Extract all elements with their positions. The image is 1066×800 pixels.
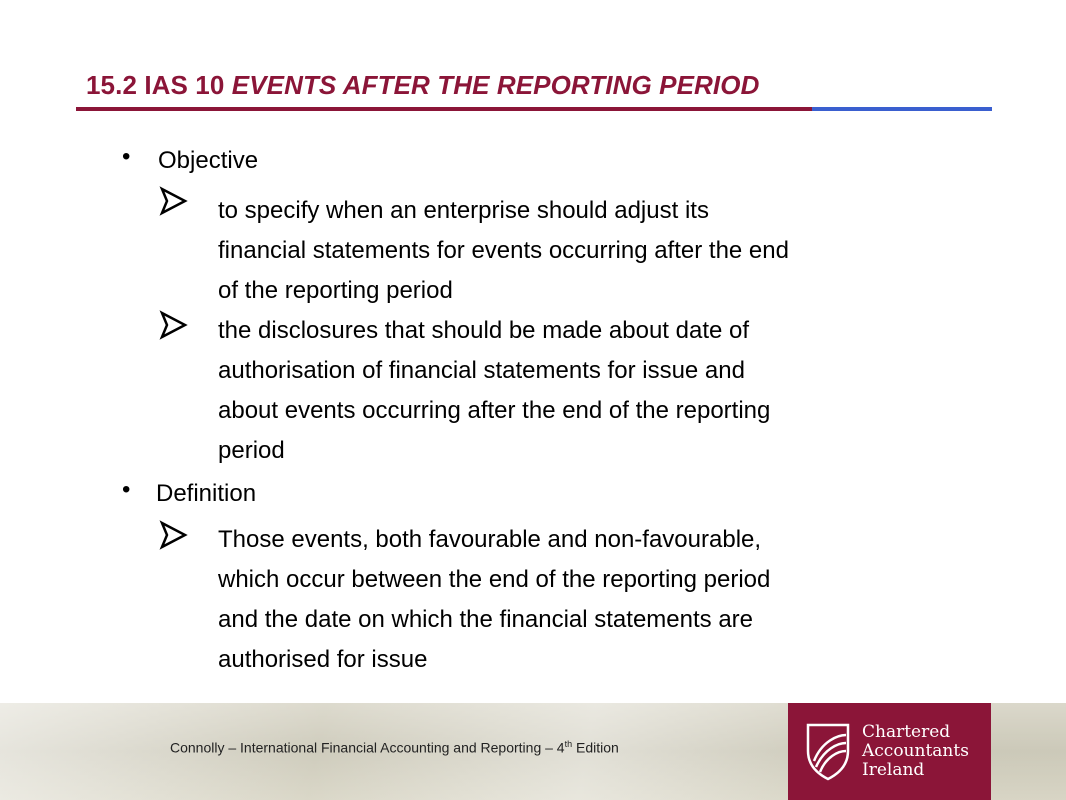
text-line: financial statements for events occurring after the end: [218, 237, 789, 264]
text-line: which occur between the end of the reporting period: [218, 566, 771, 593]
definition-point-1: [218, 520, 998, 680]
text-line: about events occurring after the end of the reporting: [218, 397, 771, 424]
logo-line: Ireland: [862, 760, 925, 780]
chartered-accountants-crest-icon: [804, 721, 852, 781]
text-line: Those events, both favourable and non-favourable,: [218, 526, 762, 553]
section-label-objective: Objective: [158, 147, 259, 174]
citation-edition: Edition: [572, 739, 619, 756]
chartered-accountants-logo: [788, 703, 991, 800]
citation-superscript: th: [564, 739, 573, 749]
logo-wordmark: [862, 723, 969, 780]
bullet-dot-icon: •: [122, 143, 131, 170]
title-emphasis: EVENTS AFTER THE REPORTING PERIOD: [231, 70, 760, 100]
slide-footer: [0, 703, 1066, 800]
arrow-bullet-icon: [158, 310, 188, 340]
text-line: period: [218, 437, 285, 464]
arrow-bullet-icon: [158, 186, 188, 216]
text-line: authorised for issue: [218, 646, 428, 673]
text-line: authorisation of financial statements for issue and: [218, 357, 745, 384]
logo-line: Accountants: [862, 741, 969, 761]
objective-point-2: [218, 311, 998, 471]
text-line: to specify when an enterprise should adjust its: [218, 197, 709, 224]
objective-point-1: [218, 191, 998, 311]
section-label-definition: Definition: [156, 480, 257, 507]
text-line: of the reporting period: [218, 277, 453, 304]
bullet-dot-icon: •: [122, 476, 131, 503]
citation-main: Connolly – International Financial Accounting and Reporting – 4: [170, 739, 565, 756]
text-line: and the date on which the financial statements are: [218, 606, 754, 633]
logo-line: Chartered: [862, 722, 951, 742]
text-line: the disclosures that should be made about date of: [218, 317, 750, 344]
arrow-bullet-icon: [158, 520, 188, 550]
footer-citation: [170, 739, 619, 756]
title-prefix: 15.2 IAS 10: [86, 70, 232, 100]
